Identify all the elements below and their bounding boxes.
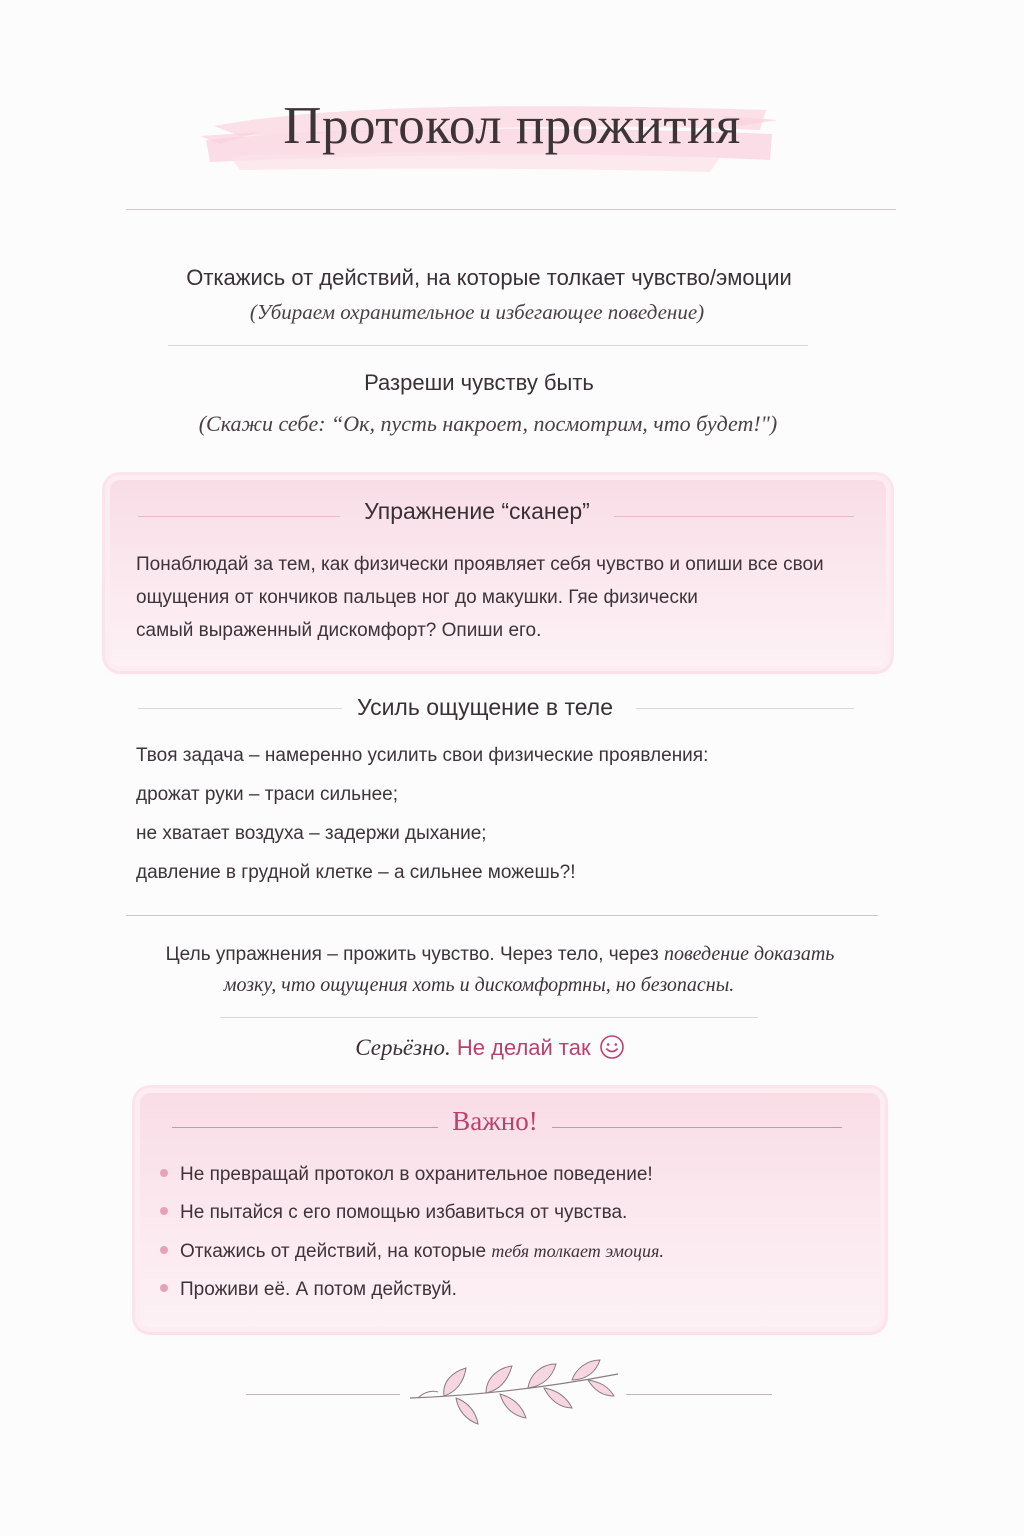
important-item-1: Не превращай протокол в охранительное поведение! bbox=[160, 1160, 653, 1190]
important-title-line-left bbox=[172, 1127, 438, 1128]
smiley-icon bbox=[599, 1034, 625, 1060]
scanner-line-3: самый выраженный дискомфорт? Опиши его. bbox=[136, 620, 542, 641]
bullet-dot bbox=[160, 1207, 168, 1215]
seriously-italic: Серьёзно. bbox=[355, 1035, 451, 1060]
important-item-4: Проживи её. А потом действуй. bbox=[160, 1275, 457, 1305]
amplify-line-1: Твоя задача – намеренно усилить свои физические проявления: bbox=[136, 745, 709, 766]
leaf-branch-icon bbox=[404, 1352, 624, 1432]
important-item-3: Откажись от действий, на которые тебя толкает эмоция. bbox=[160, 1236, 664, 1266]
amplify-line-4: давление в грудной клетке – а сильнее можешь?! bbox=[136, 862, 576, 883]
important-title-line-right bbox=[552, 1127, 842, 1128]
step2-heading: Разреши чувству быть bbox=[364, 370, 594, 395]
step2-subtitle: (Скажи себе: “Ок, пусть накроет, посмотрим, что будет!") bbox=[198, 411, 778, 436]
goal-line-1-italic: поведение доказать bbox=[663, 943, 835, 965]
amplify-line-3: не хватает воздуха – задержи дыхание; bbox=[136, 823, 487, 844]
scanner-title: Упражнение “сканер” bbox=[364, 498, 590, 524]
scanner-title-line-left bbox=[138, 516, 340, 517]
goal-line-2: мозку, что ощущения хоть и дискомфортны, но безопасны. bbox=[223, 974, 735, 996]
goal-line-1 bbox=[0, 938, 1000, 971]
amplify-line-2: дрожат руки – траси сильнее; bbox=[136, 784, 398, 805]
important-item-2: Не пытайся с его помощью избавиться от чувства. bbox=[160, 1198, 627, 1228]
seriously-accent: Не делай так bbox=[456, 1035, 591, 1060]
amplify-title-line-right bbox=[636, 708, 854, 709]
step1-divider bbox=[168, 345, 808, 346]
bullet-dot bbox=[160, 1284, 168, 1292]
important-title: Важно! bbox=[452, 1106, 538, 1136]
scanner-line-1: Понаблюдай за тем, как физически проявляет себя чувство и опиши все свои bbox=[136, 554, 824, 575]
footer-line-left bbox=[246, 1394, 400, 1395]
goal-line-1-regular: Цель упражнения – прожить чувство. Через тело, через bbox=[165, 944, 664, 965]
step1-heading: Откажись от действий, на которые толкает чувство/эмоции bbox=[186, 265, 792, 290]
seriously-line bbox=[0, 1034, 980, 1061]
bullet-dot bbox=[160, 1169, 168, 1177]
page-title: Протокол прожития bbox=[283, 97, 741, 155]
amplify-divider bbox=[126, 915, 878, 916]
bullet-dot bbox=[160, 1246, 168, 1254]
step1-subtitle: (Убираем охранительное и избегающее поведение) bbox=[249, 300, 705, 324]
scanner-line-2: ощущения от кончиков пальцев ног до макушки. Гяе физически bbox=[136, 587, 698, 608]
title-divider bbox=[126, 209, 896, 210]
amplify-title-line-left bbox=[138, 708, 342, 709]
amplify-title: Усиль ощущение в теле bbox=[357, 694, 613, 720]
footer-line-right bbox=[626, 1394, 772, 1395]
goal-divider bbox=[220, 1017, 758, 1018]
scanner-title-line-right bbox=[614, 516, 854, 517]
